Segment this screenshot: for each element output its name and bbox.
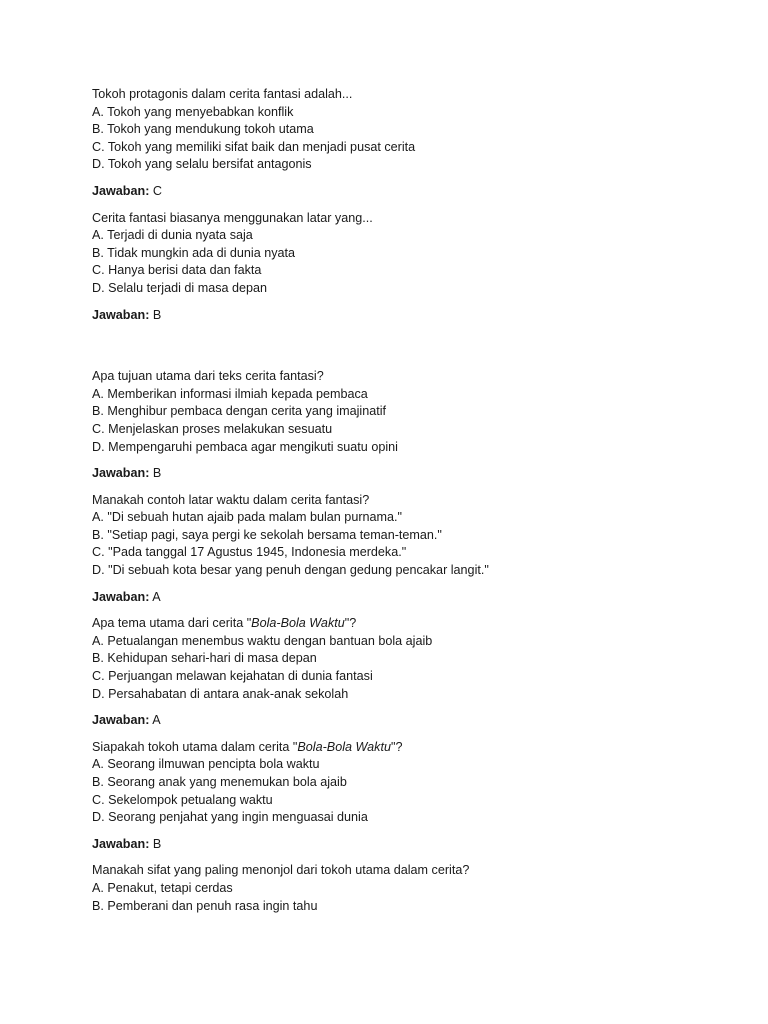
- question-prompt: Tokoh protagonis dalam cerita fantasi adalah...: [92, 87, 353, 101]
- question-2: [92, 210, 712, 325]
- question-prompt: Manakah sifat yang paling menonjol dari tokoh utama dalam cerita?: [92, 863, 470, 878]
- question-prompt: [92, 739, 712, 757]
- story-title: Bola-Bola Waktu: [251, 616, 345, 631]
- answer-line: [92, 836, 712, 854]
- option-d: D. "Di sebuah kota besar yang penuh dengan gedung pencakar langit.": [92, 563, 489, 578]
- option-c: C. Sekelompok petualang waktu: [92, 792, 273, 807]
- answer-line: [92, 589, 712, 607]
- option-b: B. Tidak mungkin ada di dunia nyata: [92, 245, 296, 260]
- document-page: [92, 86, 712, 915]
- answer-value: B: [152, 836, 162, 851]
- question-5: [92, 615, 712, 730]
- option-a: A. Memberikan informasi ilmiah kepada pembaca: [92, 386, 368, 401]
- option-d: D. Persahabatan di antara anak-anak sekolah: [92, 686, 349, 701]
- option-c: C. "Pada tanggal 17 Agustus 1945, Indonesia merdeka.": [92, 545, 407, 560]
- option-a: A. Tokoh yang menyebabkan konflik: [92, 104, 294, 119]
- option-d: D. Tokoh yang selalu bersifat antagonis: [92, 157, 312, 172]
- option-c: C. Tokoh yang memiliki sifat baik dan menjadi pusat cerita: [92, 139, 416, 154]
- question-4: [92, 492, 712, 607]
- prompt-text-after: "?: [390, 739, 403, 754]
- prompt-text-before: Apa tema utama dari cerita ": [92, 616, 252, 631]
- prompt-text-before: Siapakah tokoh utama dalam cerita ": [92, 739, 298, 754]
- answer-value: B: [152, 307, 162, 322]
- question-7: [92, 862, 712, 915]
- question-prompt: Cerita fantasi biasanya menggunakan latar yang...: [92, 210, 373, 225]
- option-c: C. Hanya berisi data dan fakta: [92, 263, 262, 278]
- option-b: B. Pemberani dan penuh rasa ingin tahu: [92, 898, 318, 913]
- option-c: C. Perjuangan melawan kejahatan di dunia fantasi: [92, 669, 373, 684]
- option-c: C. Menjelaskan proses melakukan sesuatu: [92, 421, 333, 436]
- story-title: Bola-Bola Waktu: [297, 739, 391, 754]
- option-b: B. Kehidupan sehari-hari di masa depan: [92, 651, 317, 666]
- option-a: A. Penakut, tetapi cerdas: [92, 880, 233, 895]
- answer-line: [92, 183, 712, 201]
- answer-value: A: [152, 713, 161, 728]
- answer-value: C: [152, 183, 163, 198]
- answer-label: Jawaban:: [92, 307, 150, 322]
- answer-line: [92, 465, 712, 483]
- option-a: A. Seorang ilmuwan pencipta bola waktu: [92, 757, 320, 772]
- question-prompt: Manakah contoh latar waktu dalam cerita fantasi?: [92, 492, 370, 507]
- prompt-text-after: "?: [344, 616, 357, 631]
- answer-label: Jawaban:: [92, 713, 150, 728]
- option-b: B. Seorang anak yang menemukan bola ajaib: [92, 775, 347, 789]
- option-b: B. Menghibur pembaca dengan cerita yang imajinatif: [92, 404, 387, 419]
- option-a: A. Terjadi di dunia nyata saja: [92, 228, 253, 243]
- answer-label: Jawaban:: [92, 183, 150, 198]
- option-b: B. Tokoh yang mendukung tokoh utama: [92, 122, 314, 137]
- option-d: D. Seorang penjahat yang ingin menguasai dunia: [92, 810, 368, 825]
- answer-value: A: [152, 589, 161, 604]
- answer-line: [92, 712, 712, 730]
- question-prompt: [92, 615, 712, 633]
- answer-value: B: [152, 466, 162, 481]
- option-d: D. Selalu terjadi di masa depan: [92, 280, 268, 295]
- option-a: A. "Di sebuah hutan ajaib pada malam bulan purnama.": [92, 510, 402, 525]
- blank-spacer: [92, 333, 712, 368]
- question-3: [92, 368, 712, 483]
- answer-label: Jawaban:: [92, 589, 150, 604]
- answer-label: Jawaban:: [92, 466, 150, 481]
- option-a: A. Petualangan menembus waktu dengan bantuan bola ajaib: [92, 633, 433, 648]
- question-1: [92, 86, 712, 201]
- question-6: [92, 739, 712, 854]
- answer-line: [92, 307, 712, 325]
- option-d: D. Mempengaruhi pembaca agar mengikuti suatu opini: [92, 439, 398, 454]
- option-b: B. "Setiap pagi, saya pergi ke sekolah bersama teman-teman.": [92, 527, 442, 542]
- question-prompt: Apa tujuan utama dari teks cerita fantasi?: [92, 369, 324, 384]
- answer-label: Jawaban:: [92, 836, 150, 851]
